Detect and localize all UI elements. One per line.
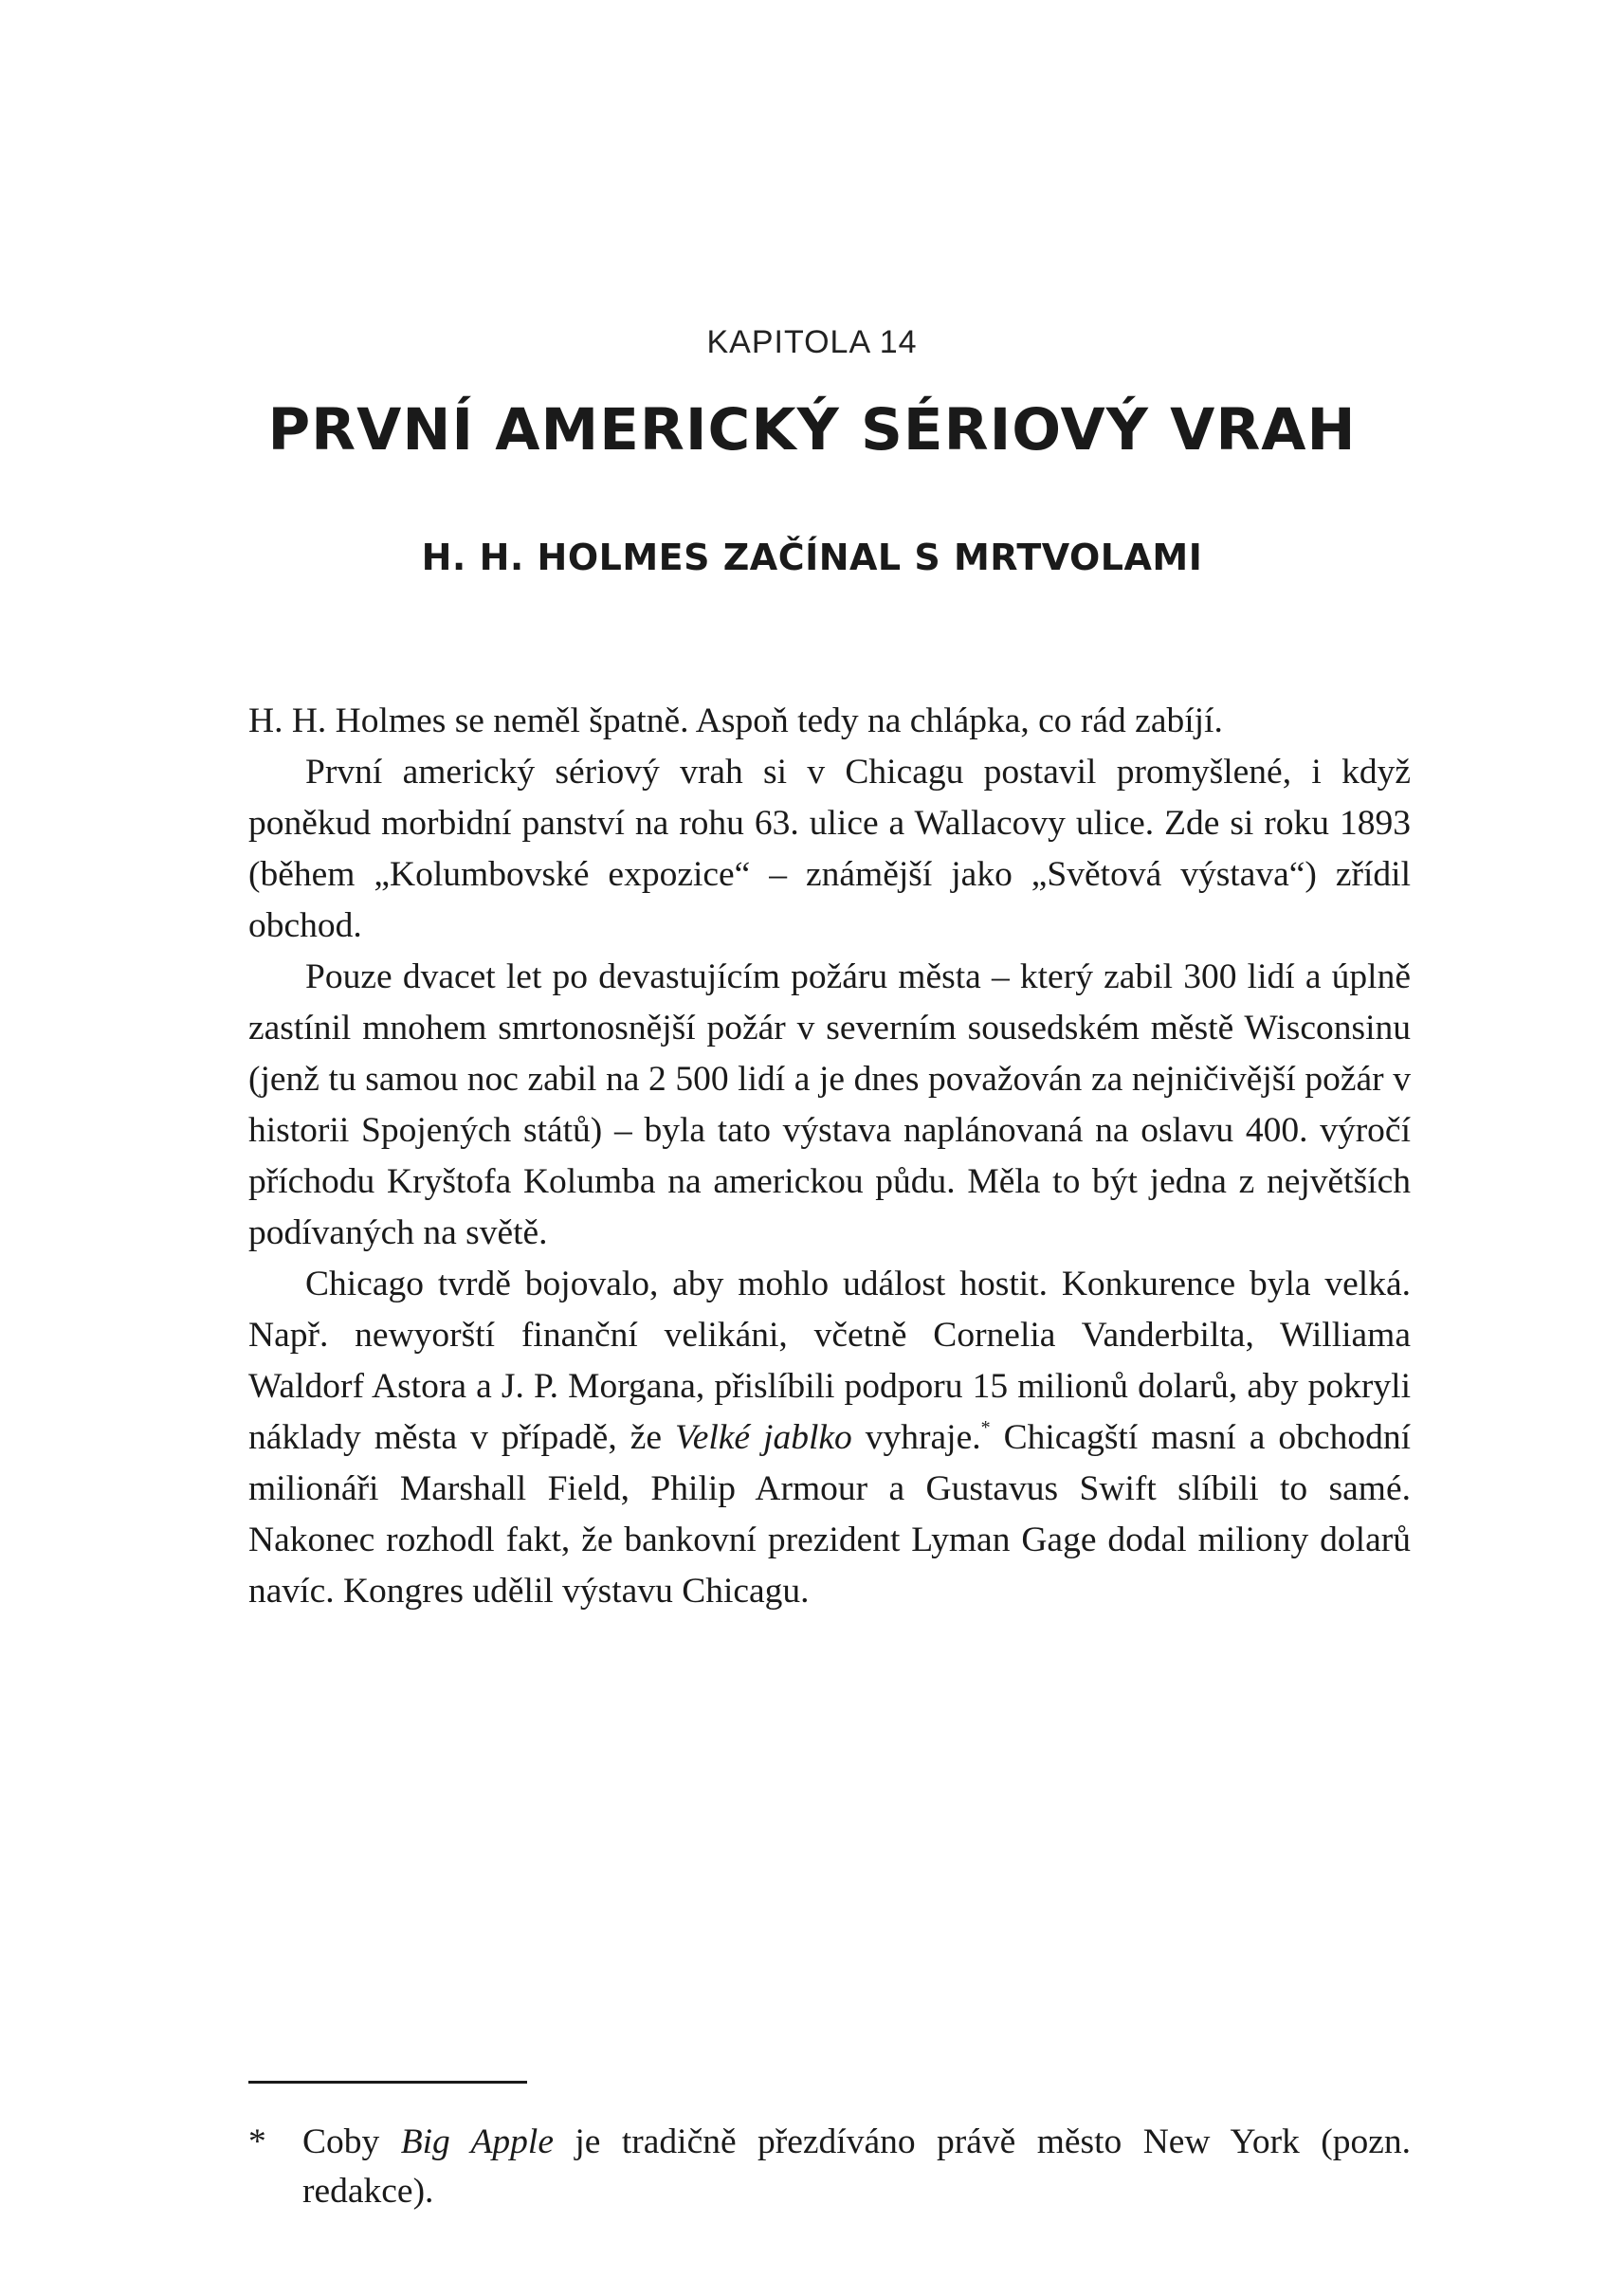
paragraph-1: H. H. Holmes se neměl špatně. Aspoň tedy na chlápka, co rád zabíjí. — [248, 701, 1223, 740]
paragraph-4-part-c: Chicagští masní a obchodní milionáři Marshall Field, Philip Armour a Gustavus Swift slíbili to samé. Nakonec rozhodl fakt, že bankovní prezident Lyman Gage dodal miliony dolarů navíc. Kongres udělil výstavu Chicagu. — [248, 1418, 1411, 1611]
chapter-title: PRVNÍ AMERICKÝ SÉRIOVÝ VRAH — [267, 396, 1357, 464]
paragraph-4-part-a: Chicago tvrdě bojovalo, aby mohlo událost hostit. Konkurence byla velká. Např. newyorští finanční velikáni, včetně Cornelia Vanderbilta, Williama Waldorf Astora a J. P. Morgana, přislíbili podporu 15 milionů dolarů, aby pokryli náklady města v případě, že — [248, 1265, 1411, 1457]
footnote-italic: Big Apple — [400, 2122, 554, 2161]
paragraph-4-italic: Velké jablko — [674, 1418, 852, 1457]
paragraph-4-part-b: vyhraje. — [851, 1418, 981, 1457]
chapter-label: KAPITOLA 14 — [706, 324, 918, 360]
paragraph-3: Pouze dvacet let po devastujícím požáru města – který zabil 300 lidí a úplně zastínil mnohem smrtonosnější požár v severním sousedském městě Wisconsinu (jenž tu samou noc zabil na 2 500 lidí a je dnes považován za nejničivější požár v historii Spojených států) – byla tato výstava naplánovaná na oslavu 400. výročí příchodu Kryštofa Kolumba na americkou půdu. Měla to být jedna z největších podívaných na světě. — [248, 957, 1411, 1252]
footnote — [248, 2118, 1411, 2216]
footnote-reference[interactable]: * — [980, 1417, 991, 1438]
footnote-mark: * — [248, 2122, 266, 2161]
footnote-part-b: je tradičně přezdíváno právě město New York (pozn. redakce). — [302, 2122, 1412, 2211]
footnote-divider — [248, 2081, 527, 2084]
footnote-part-a: Coby — [302, 2122, 401, 2161]
chapter-subtitle: H. H. HOLMES ZAČÍNAL S MRTVOLAMI — [421, 537, 1203, 578]
paragraph-4 — [248, 1259, 1411, 1617]
body-text — [248, 696, 1411, 1617]
footnote-text — [302, 2118, 1411, 2216]
paragraph-2: První americký sériový vrah si v Chicagu postavil promyšlené, i když poněkud morbidní panství na rohu 63. ulice a Wallacovy ulice. Zde si roku 1893 (během „Kolumbovské expozice“ – známější jako „Světová výstava“) zřídil obchod. — [248, 753, 1411, 945]
